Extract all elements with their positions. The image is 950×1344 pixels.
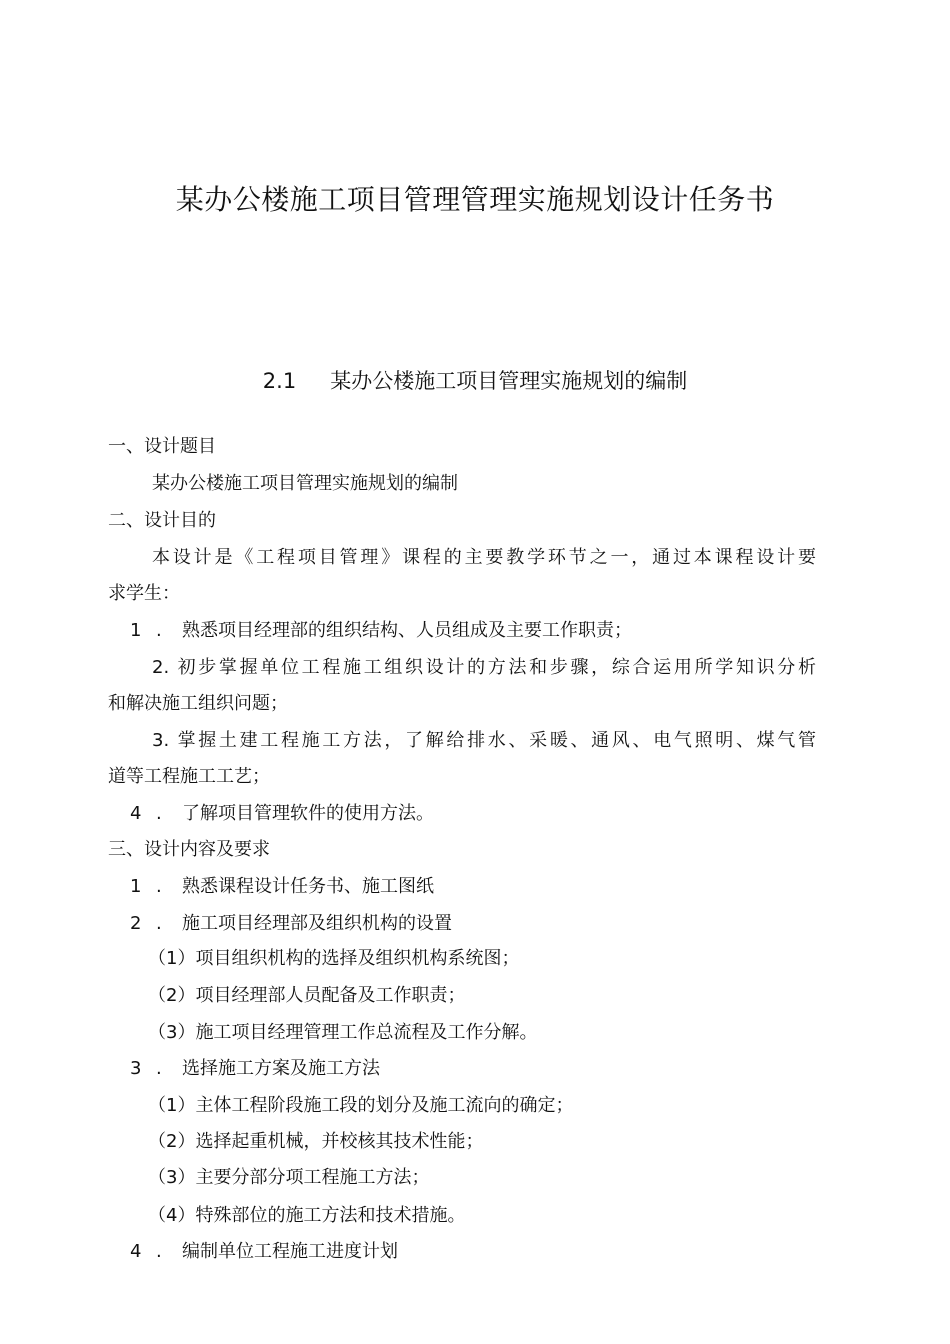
paragraph-purpose-line-2: 求学生：	[108, 583, 180, 604]
sub-item-content-2-3: （3）施工项目经理管理工作总流程及工作分解。	[148, 1022, 538, 1043]
sub-item-content-2-1: （1）项目组织机构的选择及组织机构系统图；	[148, 948, 520, 969]
heading-design-purpose: 二、设计目的	[108, 510, 216, 531]
list-number: 4	[130, 803, 142, 824]
list-item-purpose-3-line-1: 3. 掌握土建工程施工方法，了解给排水、采暖、通风、电气照明、煤气管	[152, 730, 816, 751]
section-number: 2.1	[262, 369, 297, 393]
list-dot: .	[156, 1241, 162, 1262]
list-number: 3	[130, 1058, 142, 1079]
sub-item-content-3-3: （3）主要分部分项工程施工方法；	[148, 1167, 430, 1188]
list-text: 施工项目经理部及组织机构的设置	[182, 913, 452, 934]
list-item-content-1	[130, 874, 434, 900]
list-number: 2	[130, 913, 142, 934]
list-number: 1	[130, 620, 142, 641]
sub-item-content-3-4: （4）特殊部位的施工方法和技术措施。	[148, 1205, 466, 1226]
list-text: 熟悉课程设计任务书、施工图纸	[182, 876, 434, 897]
list-item-purpose-1	[130, 618, 632, 644]
list-item-content-2	[130, 911, 452, 937]
section-heading	[0, 366, 950, 396]
sub-item-content-2-2: （2）项目经理部人员配备及工作职责；	[148, 985, 466, 1006]
paragraph-design-topic: 某办公楼施工项目管理实施规划的编制	[152, 473, 458, 494]
sub-item-content-3-1: （1）主体工程阶段施工段的划分及施工流向的确定；	[148, 1095, 574, 1116]
list-dot: .	[156, 1058, 162, 1079]
list-dot: .	[156, 803, 162, 824]
list-number: 1	[130, 876, 142, 897]
list-item-purpose-2-line-2: 和解决施工组织问题；	[108, 693, 288, 714]
list-item-purpose-3-line-2: 道等工程施工工艺；	[108, 766, 270, 787]
list-text: 编制单位工程施工进度计划	[182, 1241, 398, 1262]
list-dot: .	[156, 913, 162, 934]
sub-item-content-3-2: （2）选择起重机械，并校核其技术性能；	[148, 1131, 484, 1152]
list-item-purpose-2-line-1: 2. 初步掌握单位工程施工组织设计的方法和步骤，综合运用所学知识分析	[152, 657, 816, 678]
section-title: 某办公楼施工项目管理实施规划的编制	[330, 369, 688, 393]
paragraph-purpose-line-1: 本设计是《工程项目管理》课程的主要教学环节之一，通过本课程设计要	[152, 547, 816, 568]
list-text: 熟悉项目经理部的组织结构、人员组成及主要工作职责；	[182, 620, 632, 641]
list-text: 了解项目管理软件的使用方法。	[182, 803, 434, 824]
list-dot: .	[156, 620, 162, 641]
heading-design-topic: 一、设计题目	[108, 436, 216, 457]
list-text: 选择施工方案及施工方法	[182, 1058, 380, 1079]
list-item-purpose-4	[130, 801, 434, 827]
list-item-content-4	[130, 1239, 398, 1265]
list-dot: .	[156, 876, 162, 897]
document-title: 某办公楼施工项目管理管理实施规划设计任务书	[175, 183, 775, 216]
heading-design-content: 三、设计内容及要求	[108, 839, 270, 860]
list-item-content-3	[130, 1056, 380, 1082]
list-number: 4	[130, 1241, 142, 1262]
